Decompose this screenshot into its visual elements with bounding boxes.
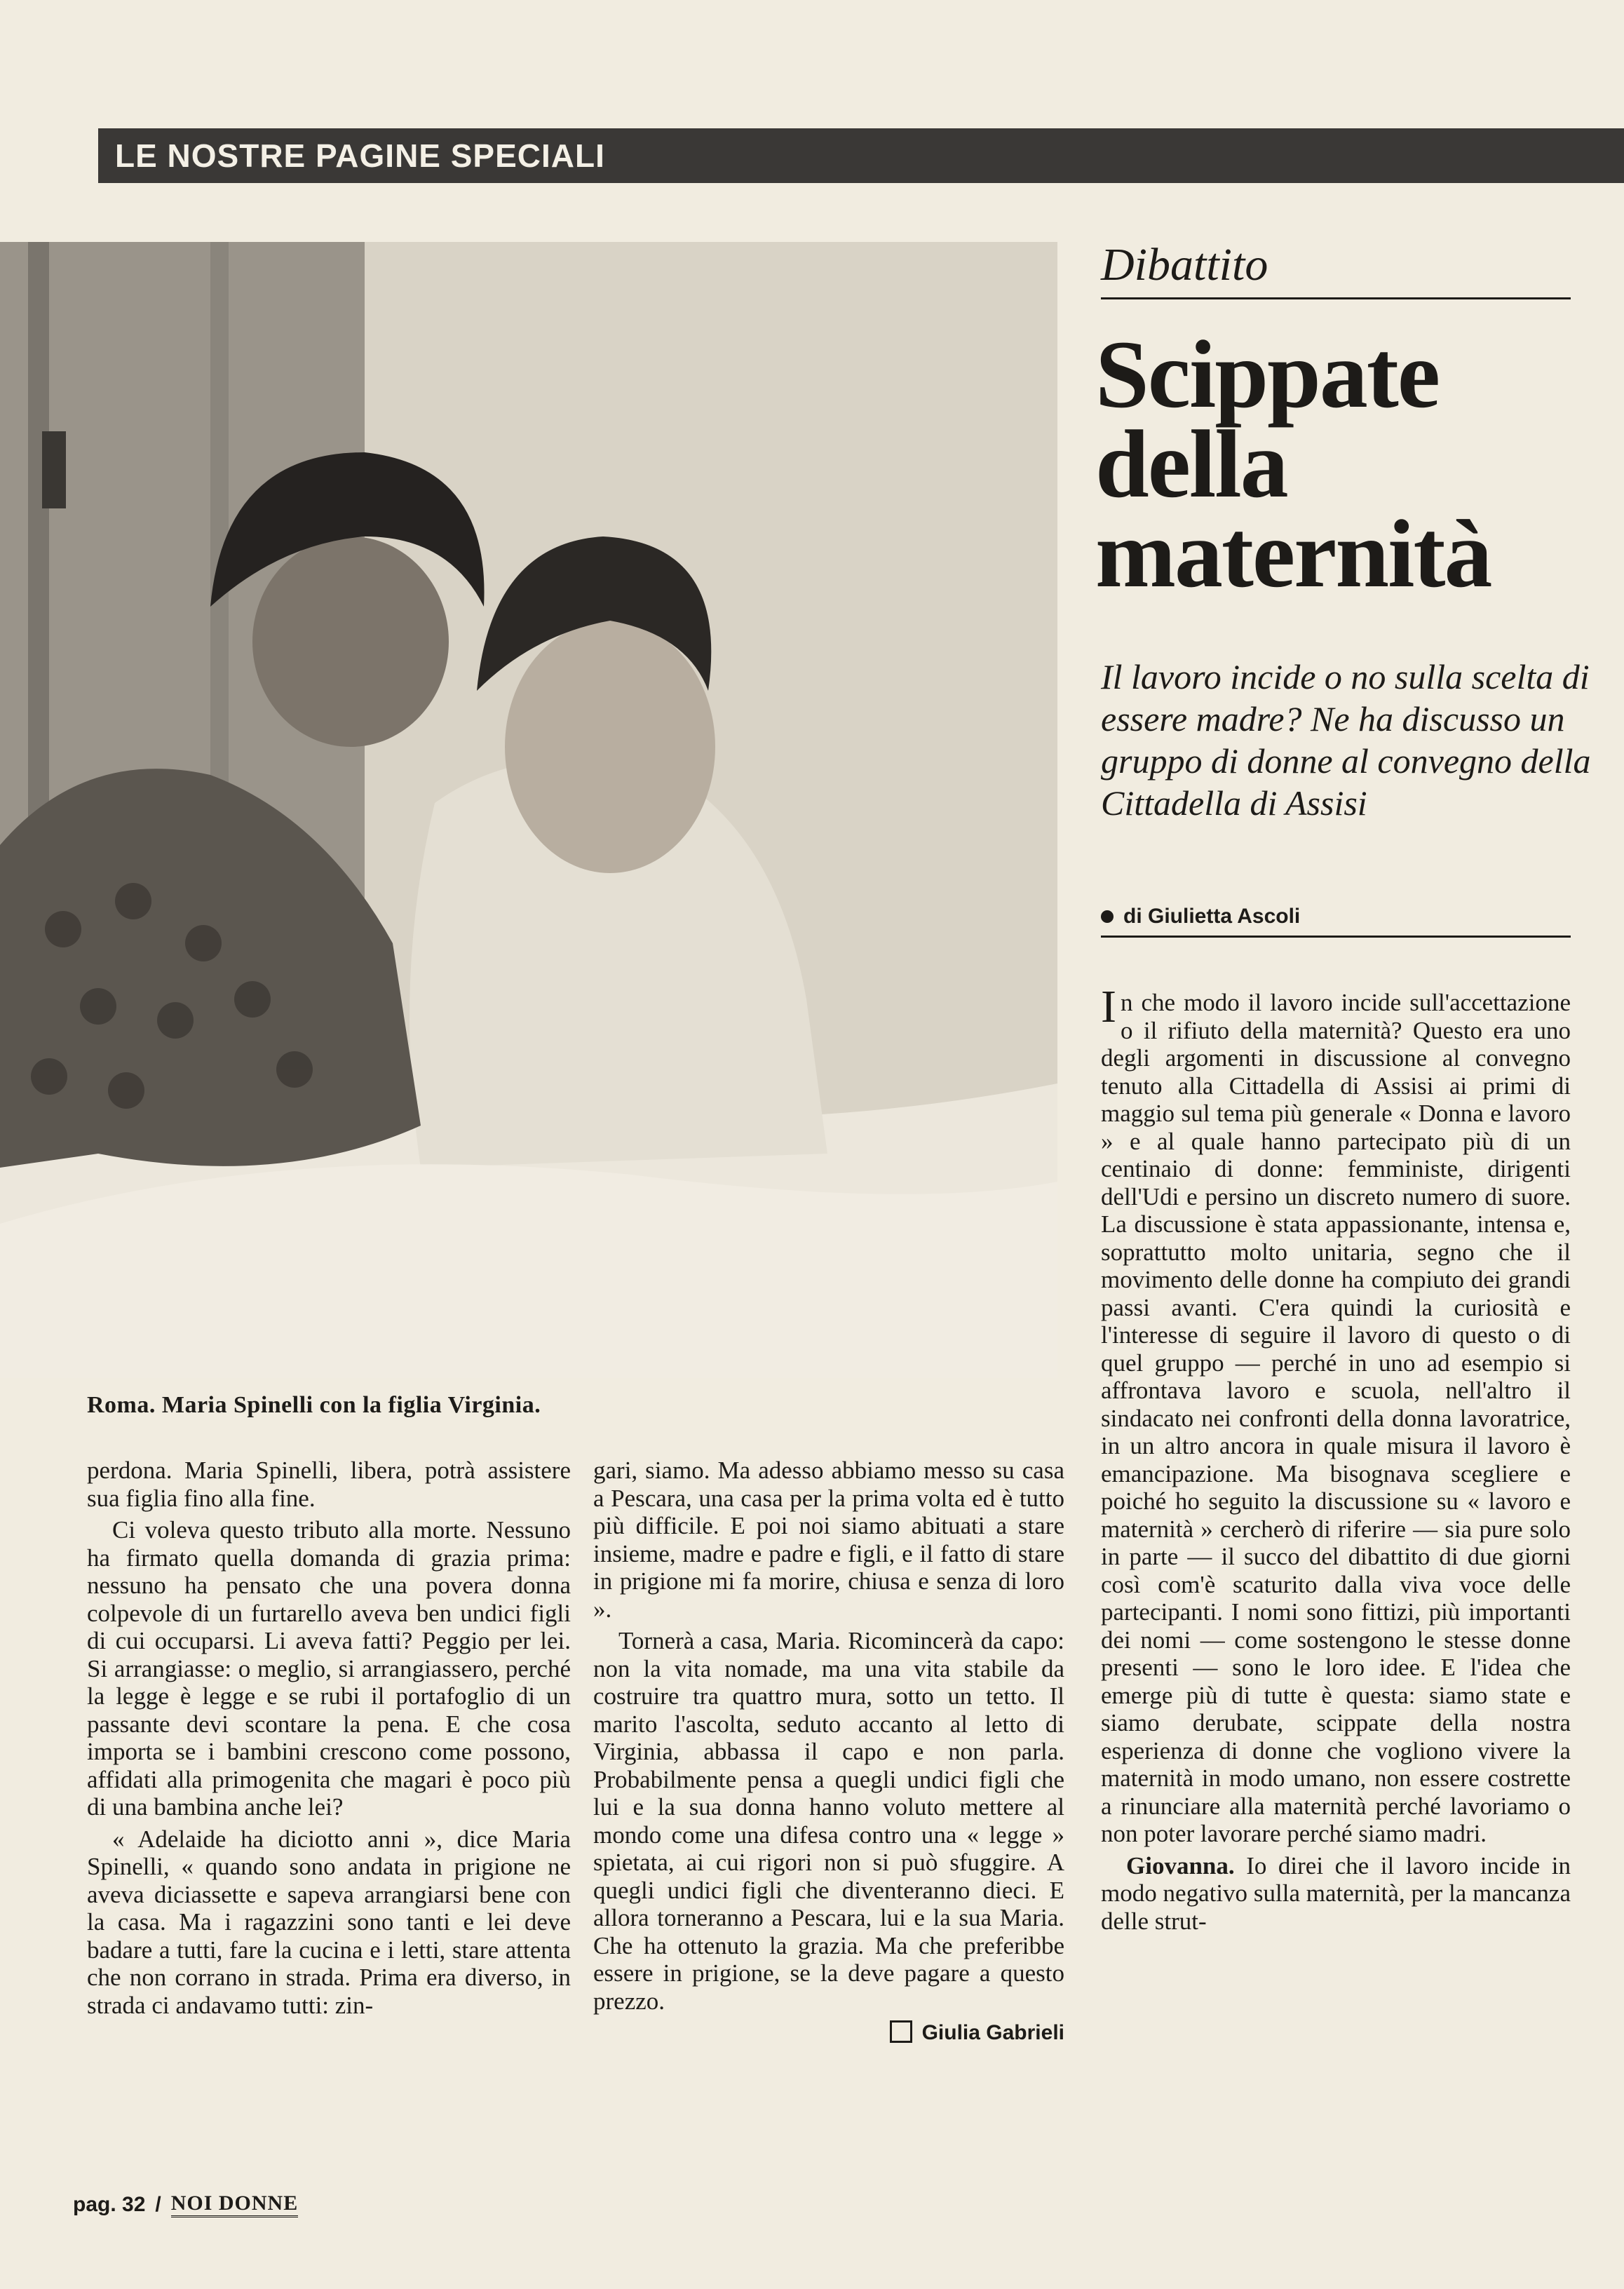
paragraph-text: n che modo il lavoro incide sull'accettazione o il rifiuto della maternità? Questo era uno degli argomenti in discussione al convegno tenuto alla Cittadella di Assisi ai primi di maggio sul tema più generale « Donna e lavoro » e al quale hanno partecipato più di un centinaio di donne: femministe, dirigenti dell'Udi e persino un discreto numero di suore. La discussione è stata appassionante, intensa e, soprattutto molto unitaria, segno che il movimento delle donne ha compiuto dei grandi passi avanti. C'era quindi la curiosità e l'interesse di seguire il lavoro di questo o di quel gruppo — perché in uno ad esempio si affrontava lavoro e scuola, nell'altro il sindacato nei confronti della donna lavoratrice, in un altro ancora in quale misura il lavoro è emancipazione. Ma bisognava scegliere e poiché ho seguito la discussione su « lavoro e maternità » cercherò di riferire — sia pure solo in parte — il succo del dibattito di due giorni così com'è scaturito dalla viva voce delle partecipanti. I nomi sono fittizi, più importanti dei nomi — come sostengono le stesse donne presenti — sono le loro idee. E l'idea che emerge più di tutte è questa: siamo state e siamo derubate, scippate della nostra esperienza di donne che vogliono vivere la maternità in modo umano, non essere costrette a rinunciare alla maternità perché lavoriamo o non poter lavorare perché siamo madri. [1101,989,1571,1847]
paragraph: perdona. Maria Spinelli, libera, potrà assistere sua figlia fino alla fine. [87,1457,571,1512]
previous-article-column-1 [87,1457,571,2023]
byline-text: di Giulietta Ascoli [1123,905,1301,928]
section-banner: LE NOSTRE PAGINE SPECIALI [98,128,1624,183]
headline-line: Scippate [1095,320,1440,428]
speaker-name: Giovanna. [1126,1851,1235,1879]
byline-divider [1101,936,1571,938]
signature-name: Giulia Gabrieli [921,2021,1064,2044]
paragraph [1101,1852,1571,1936]
section-kicker: Dibattito [1101,239,1268,290]
headline [1095,320,1600,607]
end-mark-icon [890,2020,912,2043]
paragraph [1101,981,1571,1848]
photo-illustration [0,242,1057,1378]
page-number: pag. 32 [73,2192,146,2216]
kicker-divider [1101,297,1571,299]
footer-separator: / [155,2192,161,2216]
signature [593,2019,1064,2047]
bullet-icon [1101,910,1114,923]
magazine-logo: NOI DONNE [171,2192,299,2217]
headline-line: della [1095,410,1287,518]
previous-article-column-2 [593,1457,1064,2047]
paragraph: « Adelaide ha diciotto anni », dice Maria Spinelli, « quando sono andata in prigione ne aveva diciassette e sapeva arrangiarsi bene con la casa. Ma i ragazzini sono tanti e lei deve badare a tutti, fare la cucina e i letti, stare attenta che non corrano in strada. Prima era diverso, in strada ci andavamo tutti: zin- [87,1825,571,2019]
photo-caption: Roma. Maria Spinelli con la figlia Virginia. [87,1392,541,1418]
paragraph: Ci voleva questo tributo alla morte. Nessuno ha firmato quella domanda di grazia prima: nessuno ha pensato che una povera donna colpevole di un furtarello aveva ben undici figli di cui occuparsi. Li aveva fatti? Peggio per lei. Si arrangiasse: o meglio, si arrangiassero, perché la legge è legge e se rubi il portafoglio di un passante devi scontare la pena. E che cosa importa se i bambini crescono come possono, affidati alla primogenita che magari è poco più di una bambina anche lei? [87,1516,571,1821]
headline-line: maternità [1095,500,1491,607]
drop-cap: I [1101,981,1116,1032]
byline [1101,905,1300,929]
paragraph-text: Io direi che il lavoro incide in modo negativo sulla maternità, per la mancanza delle strut- [1101,1851,1571,1935]
page-footer [73,2192,298,2217]
article-photo [0,242,1057,1378]
article-body-column [1101,981,1571,1939]
paragraph: gari, siamo. Ma adesso abbiamo messo su casa a Pescara, una casa per la prima volta ed è tutto più difficile. E poi noi siamo abituati a stare insieme, madre e padre e figli, e il fatto di stare in prigione mi fa morire, chiusa e senza di loro ». [593,1457,1064,1623]
article-deck: Il lavoro incide o no sulla scelta di essere madre? Ne ha discusso un gruppo di donne al convegno della Cittadella di Assisi [1101,657,1591,823]
paragraph: Tornerà a casa, Maria. Ricomincerà da capo: non la vita nomade, ma una vita stabile da costruire tra quattro mura, sotto un tetto. Il marito l'ascolta, seduto accanto al letto di Virginia, abbassa il capo e non parla. Probabilmente pensa a quegli undici figli che lui e la sua donna hanno voluto mettere al mondo come una difesa contro una « legge » spietata, ai cui rigori non si può sfuggire. A quegli undici figli che diventeranno dieci. E allora torneranno a Pescara, lui e la sua Maria. Che ha ottenuto la grazia. Ma che preferibbe essere in prigione, se la deve pagare a questo prezzo. [593,1627,1064,2015]
